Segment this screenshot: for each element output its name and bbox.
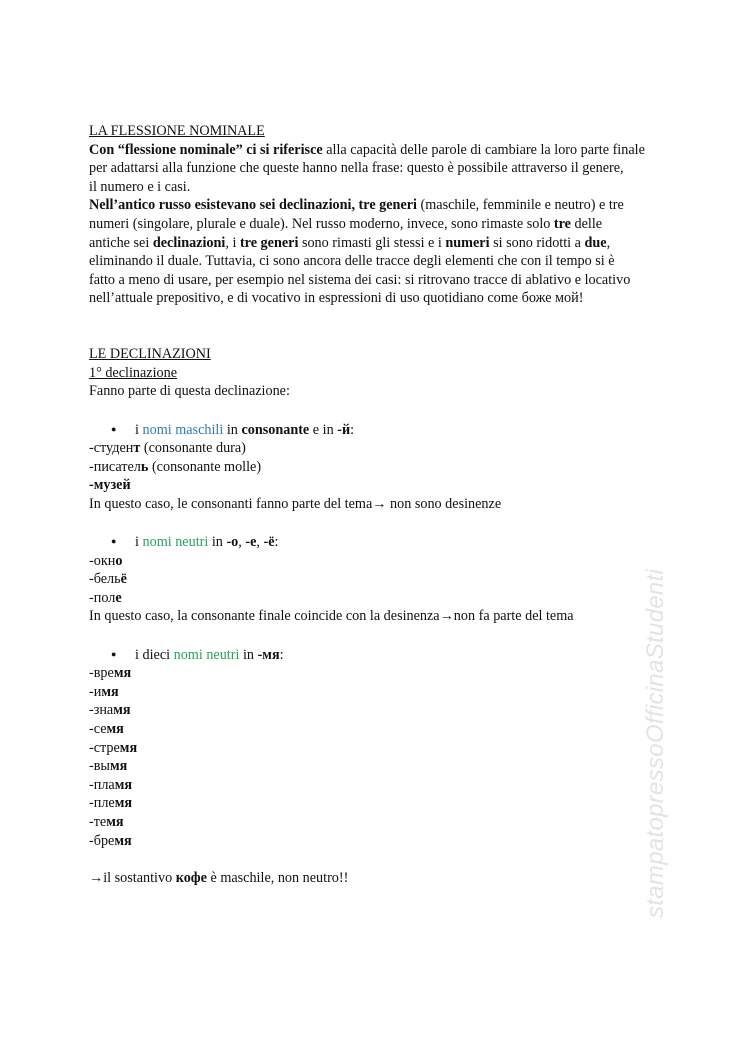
list-item: -окно (89, 552, 123, 569)
list-item: -бельё (89, 571, 127, 588)
arrow-right-icon: → (89, 869, 104, 886)
arrow-right-icon: → (439, 608, 454, 625)
word-list-neutri (89, 552, 657, 608)
list-item: -поле (89, 589, 122, 606)
list-item: -знамя (89, 702, 131, 719)
final-note: →il sostantivo кофе è maschile, non neutro!! (89, 869, 349, 886)
document-page (89, 122, 657, 887)
bullet-icon: ● (111, 423, 117, 434)
list-item: -стремя (89, 739, 138, 756)
list-item: -время (89, 665, 132, 682)
paragraph-flessione-definition: Con “flessione nominale” ci si riferisce alla capacità delle parole di cambiare la loro parte finale per adattarsi alla funzione che queste hanno nella frase: questo è possibile attraverso il genere, il numero e i casi. (89, 141, 645, 195)
section-heading-flessione: LA FLESSIONE NOMINALE (89, 123, 265, 139)
highlight-masculine: nomi maschili (142, 421, 224, 438)
list-item: -писатель (consonante molle) (89, 458, 262, 475)
section-heading-declinazioni: LE DECLINAZIONI (89, 346, 211, 363)
list-item: -музей (89, 477, 131, 494)
bullet-icon: ● (111, 536, 117, 547)
list-item: -имя (89, 683, 119, 700)
list-item: -вымя (89, 758, 128, 775)
note-neutri: In questo caso, la consonante finale coincide con la desinenza→non fa parte del tema (89, 608, 574, 625)
arrow-right-icon: → (372, 495, 387, 512)
watermark: stampatopressoOfficinaStudenti (642, 568, 669, 918)
bullet-item-maschili: ● i nomi maschili in consonante e in -й: (111, 421, 355, 438)
list-item: -студент (consonante dura) (89, 440, 246, 457)
bold-lead: Con “flessione nominale” ci si riferisce (89, 141, 323, 158)
intro-text: Fanno parte di questa declinazione: (89, 383, 290, 400)
list-item: -племя (89, 795, 133, 812)
bullet-item-neutri-mya: ● i dieci nomi neutri in -мя: (111, 646, 284, 663)
note-maschili: In questo caso, le consonanti fanno parte del tema→ non sono desinenze (89, 495, 502, 512)
subheading-prima-declinazione: 1° declinazione (89, 364, 177, 381)
bullet-icon: ● (111, 648, 117, 659)
list-item: -семя (89, 721, 124, 737)
list-item: -темя (89, 813, 124, 830)
list-item: -бремя (89, 832, 132, 849)
word-list-mya (89, 664, 657, 850)
bullet-item-neutri: ● i nomi neutri in -o, -e, -ё: (111, 534, 279, 551)
highlight-neuter: nomi neutri (142, 534, 209, 551)
paragraph-antico-russo: Nell’antico russo esistevano sei declinazioni, tre generi (maschile, femminile e neutro) e tre numeri (singolare, plurale e duale). Nel russo moderno, invece, sono rimaste solo tre delle antiche sei declinazioni, i tre generi sono rimasti gli stessi e i numeri si sono ridotti a due, eliminando il duale. Tuttavia, ci sono ancora delle tracce degli elementi che con il tempo si è fatto a meno di usare, per esempio nel sistema dei casi: si ritrovano tracce di ablativo e locativo nell’attuale prepositivo, e di vocativo in espressioni di uso quotidiano come боже мой! (89, 197, 631, 307)
word-list-maschili (89, 439, 657, 495)
bold-lead: Nell’antico russo esistevano sei declinazioni, tre generi (89, 197, 417, 214)
highlight-neuter: nomi neutri (173, 646, 240, 663)
list-item: -пламя (89, 776, 133, 793)
